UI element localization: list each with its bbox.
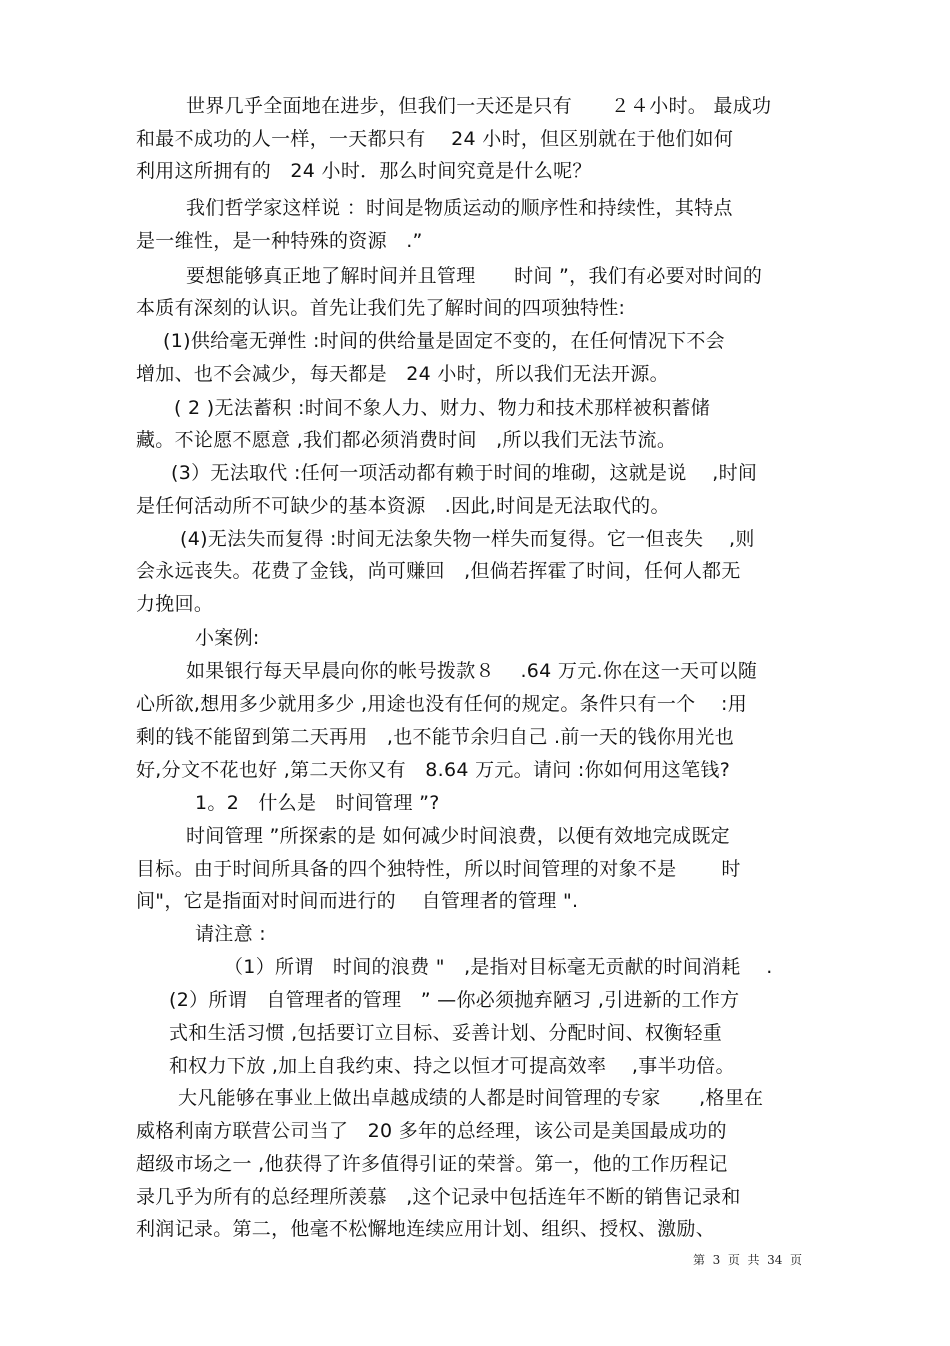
text-line: 小案例:	[195, 627, 260, 649]
text-line: 藏。不论愿不愿意 ,我们都必须消费时间 ,所以我们无法节流。	[136, 429, 677, 451]
text-line: 1。2 什么是 时间管理 ”?	[195, 792, 440, 814]
text-line: 利用这所拥有的 24 小时．那么时间究竟是什么呢？	[136, 160, 592, 182]
text-line: 我们哲学家这样说 ：时间是物质运动的顺序性和持续性，其特点	[186, 197, 733, 219]
text-line: (1)供给毫无弹性 :时间的供给量是固定不变的，在任何情况下不会	[163, 330, 725, 352]
text-line: (2）所谓 自管理者的管理 ” —你必须抛弃陋习 ,引进新的工作方	[169, 989, 740, 1011]
text-line: 间"，它是指面对时间而进行的 自管理者的管理 ".	[136, 890, 579, 912]
text-line: 好,分文不花也好 ,第二天你又有 8.64 万元。请问 :你如何用这笔钱?	[136, 759, 731, 781]
text-line: 和权力下放 ,加上自我约束、持之以恒才可提高效率 ,事半功倍。	[169, 1055, 735, 1077]
page-number-footer: 第 3 页 共 34 页	[693, 1253, 803, 1267]
text-line: ( 2 )无法蓄积 :时间不象人力、财力、物力和技术那样被积蓄储	[174, 397, 711, 419]
text-line: 利润记录。第二，他毫不松懈地连续应用计划、组织、授权、激励、	[136, 1218, 716, 1240]
text-line: 是一维性，是一种特殊的资源 .”	[136, 230, 423, 252]
text-line: (3）无法取代 :任何一项活动都有赖于时间的堆砌，这就是说 ,时间	[171, 462, 758, 484]
text-line: 和最不成功的人一样，一天都只有 24 小时，但区别就在于他们如何	[136, 128, 734, 150]
text-line: 请注意 :	[195, 923, 266, 945]
text-line: 会永远丧失。花费了金钱，尚可赚回 ,但倘若挥霍了时间，任何人都无	[136, 560, 741, 582]
text-line: 要想能够真正地了解时间并且管理 时间 ”，我们有必要对时间的	[186, 265, 763, 287]
text-line: 剩的钱不能留到第二天再用 ,也不能节余归自己 .前一天的钱你用光也	[136, 726, 735, 748]
text-line: 威格利南方联营公司当了 20 多年的总经理，该公司是美国最成功的	[136, 1120, 727, 1142]
text-line: 增加、也不会减少，每天都是 24 小时，所以我们无法开源。	[136, 363, 669, 385]
text-line: 心所欲,想用多少就用多少 ,用途也没有任何的规定。条件只有一个 :用	[136, 693, 748, 715]
text-line: 大凡能够在事业上做出卓越成绩的人都是时间管理的专家 ,格里在	[178, 1087, 764, 1109]
text-line: 本质有深刻的认识。首先让我们先了解时间的四项独特性:	[136, 297, 626, 319]
text-line: 式和生活习惯 ,包括要订立目标、妥善计划、分配时间、权衡轻重	[169, 1022, 723, 1044]
text-line: 世界几乎全面地在进步，但我们一天还是只有 ２４小时。 最成功	[186, 95, 772, 117]
text-line: 录几乎为所有的总经理所羡慕 ,这个记录中包括连年不断的销售记录和	[136, 1186, 741, 1208]
text-line: 力挽回。	[136, 593, 214, 615]
text-line: （1）所谓 时间的浪费 " ,是指对目标毫无贡献的时间消耗 .	[224, 956, 773, 978]
text-line: 超级市场之一 ,他获得了许多值得引证的荣誉。第一，他的工作历程记	[136, 1153, 728, 1175]
text-line: 目标。由于时间所具备的四个独特性，所以时间管理的对象不是 时	[136, 858, 741, 880]
text-line: 如果银行每天早晨向你的帐号拨款８ .64 万元.你在这一天可以随	[186, 660, 758, 682]
text-line: 是任何活动所不可缺少的基本资源 .因此,时间是无法取代的。	[136, 495, 670, 517]
text-line: 时间管理 ”所探索的是 如何减少时间浪费，以便有效地完成既定	[186, 825, 730, 847]
text-line: (4)无法失而复得 :时间无法象失物一样失而复得。它一但丧失 ,则	[180, 528, 755, 550]
